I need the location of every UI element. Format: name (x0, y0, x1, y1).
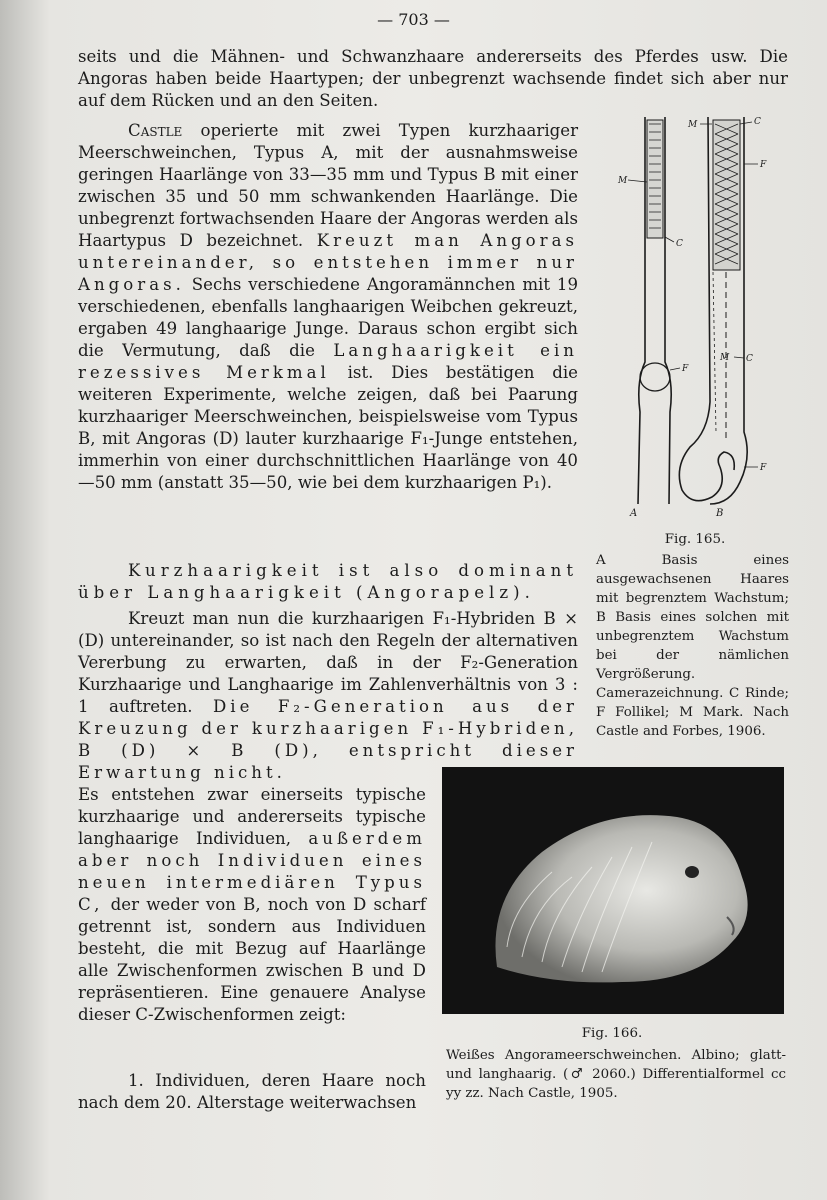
label-b: B (716, 508, 724, 519)
emphasis-spaced: Die F₂-Generation aus der Kreuzung der kurzhaarigen F₁-Hybriden, B (D) × B (D), entspricht dieser Erwartung nicht. (78, 697, 578, 782)
paragraph-es: Es entstehen zwar einerseits typische kurzhaarige und andererseits typische langhaarige Individuen, außerdem aber noch Individuen eines neuen intermediären Typus C, der weder von B, noch von D scharf getrennt ist, sondern aus Individuen besteht, die mit Bezug auf Haarlänge alle Zwischenformen zwischen B und D repräsentieren. Eine genauere Analyse dieser C-Zwischenformen zeigt: (78, 785, 426, 1024)
paragraph-kreuzt: Kreuzt man nun die kurzhaarigen F₁-Hybriden B × (D) untereinander, so ist nach den Regeln der alternativen Vererbung zu erwarten, daß in der F₂-Generation Kurzhaarige und Langhaarige im Zahlenverhältnis von 3 : 1 auftreten. Die F₂-Generation aus der Kreuzung der kurzhaarigen F₁-Hybriden, B (D) × B (D), entspricht dieser Erwartung nicht. (78, 609, 578, 782)
guinea-pig-photo (442, 767, 784, 1014)
paragraph-list-item-1: 1. Individuen, deren Haare noch nach dem 20. Alterstage weiterwachsen (78, 1071, 426, 1112)
paragraph-dominant: Kurzhaarigkeit ist also dominant über Langhaarigkeit (Angorapelz). (78, 561, 578, 602)
label-m: M (688, 120, 698, 130)
emphasis-spaced: Langhaarigkeit ein rezessives Merkmal (78, 341, 578, 382)
hair-follicle-figure (612, 112, 787, 522)
label-c: C (676, 239, 683, 249)
figure-title: Fig. 166. (581, 1026, 643, 1041)
paragraph-top: seits und die Mähnen- und Schwanzhaare andererseits des Pferdes usw. Die Angoras haben beide Haartypen; der unbegrenzt wachsende findet sich aber nur auf dem Rücken und an den Seiten. (78, 47, 788, 110)
paragraph-castle: Castle operierte mit zwei Typen kurzhaariger Meerschweinchen, Typus A, mit der ausnahmsweise geringen Haarlänge von 33—35 mm und Typus B mit einer zwischen 35 und 50 mm schwankenden Haarlänge. Die unbegrenzt fortwachsenden Haare der Angoras werden als Haartypus D bezeichnet. Kreuzt man Angoras untereinander, so entstehen immer nur Angoras. Sechs verschiedene Angoramännchen mit 19 verschiedenen, ebenfalls langhaarigen Weibchen gekreuzt, ergaben 49 langhaarige Junge. Daraus schon ergibt sich die Vermutung, daß die Langhaarigkeit ein rezessives Merkmal ist. Dies bestätigen die weiteren Experimente, welche zeigen, daß bei Paarung kurzhaariger Meerschweinchen, beispielsweise vom Typus B, mit Angoras (D) lauter kurzhaarige F₁-Junge entstehen, immerhin von einer durchschnittlichen Haarlänge von 40—50 mm (anstatt 35—50, wie bei dem kurzhaarigen P₁). (78, 121, 578, 492)
label-m: M (720, 353, 730, 363)
emphasis-spaced: Kreuzt man Angoras untereinander, so entstehen immer nur Angoras. (78, 231, 578, 294)
figure-title: Fig. 165. (664, 532, 726, 547)
label-f: F (760, 160, 767, 170)
label-f: F (682, 364, 689, 374)
guinea-pig-drawing (442, 767, 784, 1014)
figure-caption: Weißes Angorameerschweinchen. Albino; glatt- und langhaarig. (♂ 2060.) Differentialformel cc yy zz. Nach Castle, 1905. (446, 1048, 786, 1101)
figure-caption: A Basis eines ausgewachsenen Haares mit begrenztem Wachstum; B Basis eines solchen mit unbegrenztem Wachstum bei der nämlichen Vergrößerung. Camerazeichnung. C Rinde; F Follikel; M Mark. Nach Castle and Forbes, 1906. (596, 553, 789, 739)
label-a: A (630, 508, 638, 519)
author-castle: Castle (128, 121, 183, 140)
page-number: — 703 — (377, 10, 450, 29)
label-c: C (746, 354, 753, 364)
label-c: C (754, 117, 761, 127)
label-m: M (618, 176, 628, 186)
emphasis-spaced: außerdem aber noch Individuen eines neuen intermediären Typus C, (78, 829, 426, 914)
label-f: F (760, 463, 767, 473)
